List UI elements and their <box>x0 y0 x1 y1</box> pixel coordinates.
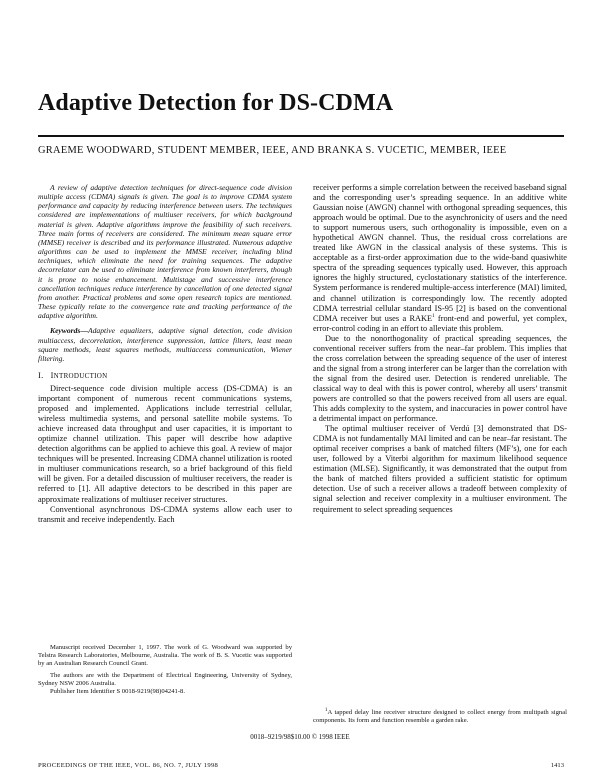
manuscript-note: Manuscript received December 1, 1997. The work of G. Woodward was supported by Telstra Research Laboratories, Melbourne, Australia. The work of B. S. Vucetic was supported by an Australian Research Council Grant. <box>38 644 292 668</box>
right-paragraph-1 <box>313 183 567 334</box>
copyright-line: 0018–9219/98$10.00 © 1998 IEEE <box>250 733 350 741</box>
section-title-initial: I <box>50 370 54 380</box>
right-paragraph-1-end: front-end and powerful, yet complex, error-control coding in an effort to alleviate this problem. <box>313 313 567 333</box>
section-title-rest: NTRODUCTION <box>53 371 108 380</box>
rake-footnote <box>313 709 567 725</box>
right-paragraph-3: The optimal multiuser receiver of Verdú [3] demonstrated that DS-CDMA is not fundamentally MAI limited and can be near–far resistant. The optimal receiver comprises a bank of matched filters (MF’s), one for each user, followed by a Viterbi algorithm for maximum likelihood sequence estimation (MLSE). Significantly, it was demonstrated that the output from the bank of matched filters provided a sufficient statistic for optimum detection. Use of such a receiver allows a tradeoff between complexity of signal selection and receiver complexity in a multiuser environment. The requirement to select spreading sequences <box>313 424 567 514</box>
rake-footnote-text: A tapped delay line receiver structure designed to collect energy from multipath signal components. Its form and function resemble a garden rake. <box>313 709 567 725</box>
abstract <box>38 183 292 320</box>
author-line: GRAEME WOODWARD, STUDENT MEMBER, IEEE, AND BRANKA S. VUCETIC, MEMBER, IEEE <box>38 145 507 156</box>
keywords <box>38 326 292 363</box>
left-column <box>38 183 292 525</box>
right-paragraph-1-text: receiver performs a simple correlation between the received baseband signal and the corresponding user’s spreading sequence. In an additive white Gaussian noise (AWGN) channel with orthogonal spreading sequences, this approach would be optimal. Due to the asynchronicity of users and the need to support numerous users, such orthogonality is impossible, even on a hypothetical AWGN channel. Thus, the residual cross correlations are treated like AWGN in the classical analysis of these systems. This is acceptable as a first-order approximation due to the wide-band quasiwhite spectra of the spreading sequences typically used. However, this approach ignores the highly structured, cyclostationary statistics of the interference. System performance is rendered multiple-access interference (MAI) limited, and channel utilization is correspondingly low. The recently adopted CDMA terrestrial cellular standard IS-95 [2] is based on the conventional CDMA receiver but uses a RAKE <box>313 183 567 323</box>
page-number: 1413 <box>550 762 564 769</box>
first-page-footnotes <box>38 644 292 696</box>
footnote-marker: 1 <box>432 313 435 319</box>
keywords-label: Keywords— <box>50 326 88 336</box>
affiliation-note: The authors are with the Department of Electrical Engineering, University of Sydney, Sydney NSW 2006 Australia. <box>38 671 292 687</box>
journal-footer: PROCEEDINGS OF THE IEEE, VOL. 86, NO. 7, JULY 1998 <box>38 762 219 769</box>
section-heading <box>38 371 292 381</box>
abstract-text: A review of adaptive detection techniques for direct-sequence code division multiple access (CDMA) signals is given. The goal is to improve CDMA system performance and capacity by reducing interference between users. The techniques considered are implementations of multiuser receivers, for which background material is given. Adaptive algorithms improve the feasibility of such receivers. Three main forms of receivers are considered. The minimum mean square error (MMSE) receiver is described and its performance illustrated. Numerous adaptive algorithms can be used to implement the MMSE receiver, including blind techniques, which eliminate the need for training sequences. The adaptive decorrelator can be used to eliminate interference from known interferers, though it is prone to noise enhancement. Multistage and successive interference cancellation techniques reduce interference by cancellation of one detected signal from another. Practical problems and some open research topics are mentioned. These typically relate to the convergence rate and tracking performance of the adaptive algorithm. <box>38 183 292 321</box>
publisher-identifier: Publisher Item Identifier S 0018-9219(98)04241-8. <box>50 688 185 696</box>
right-column <box>313 183 567 515</box>
right-paragraph-2: Due to the nonorthogonality of practical spreading sequences, the conventional receiver suffers from the near–far problem. This implies that the cross correlation between the spreading sequence of the user of interest and the signal from a strong interferer can be larger than the correlation with the signal from the desired user. Detection is rendered unreliable. The classical way to deal with this is power control, whereby all users’ transmit powers are controlled so that the powers received from all users are equal. This adds complexity to the system, and inaccuracies in power control have a detrimental impact on performance. <box>313 333 567 424</box>
intro-paragraph-1: Direct-sequence code division multiple access (DS-CDMA) is an important component of numerous recent communications systems, proposed and implemented. Applications include terrestrial cellular, wireless multimedia systems, and personal satellite mobile systems. To achieve increased data throughput and user capacities, it is important to optimize channel utilization. This paper will describe how adaptive detection algorithms can be applied to achieve this goal. A review of major techniques will be presented. Increasing CDMA channel utilization is rooted in multiuser communications research, so a brief background of this field will be given. For a detailed discussion of multiuser receivers, the reader is referred to [1]. All adaptive detectors to be described in this paper are approximate realizations of multiuser receiver structures. <box>38 384 292 504</box>
rake-footnote-marker: 1 <box>325 707 328 713</box>
keywords-text: Adaptive equalizers, adaptive signal detection, code division multiaccess, decorrelation, interference suppression, lattice filters, least mean square methods, least squares methods, multiaccess communication, Wiener filtering. <box>38 326 292 363</box>
paper-title: Adaptive Detection for DS-CDMA <box>38 90 394 116</box>
section-number: I. <box>38 370 44 380</box>
intro-paragraph-2: Conventional asynchronous DS-CDMA systems allow each user to transmit and receive independently. Each <box>38 504 292 524</box>
title-rule <box>38 135 564 137</box>
